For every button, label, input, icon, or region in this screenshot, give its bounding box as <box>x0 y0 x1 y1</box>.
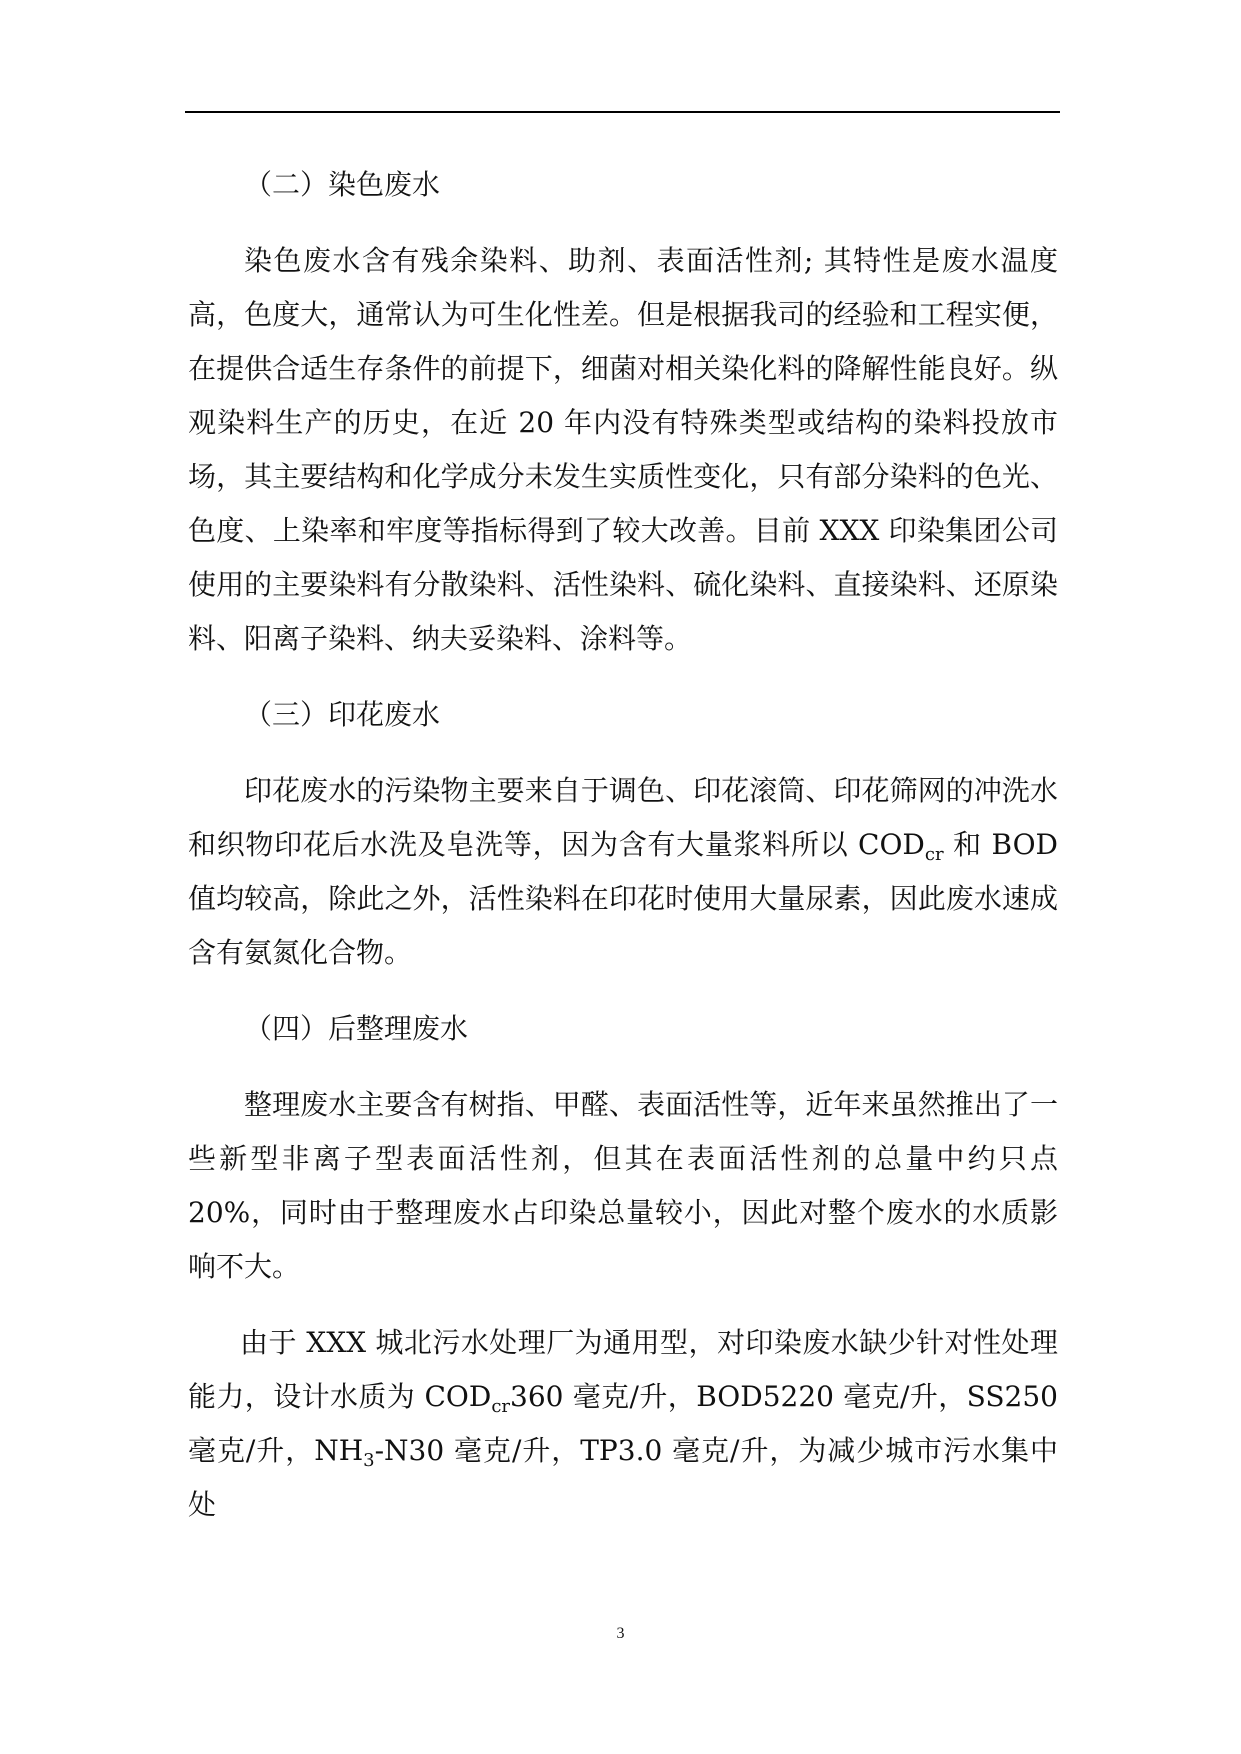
paragraph-finishing: 整理废水主要含有树指、甲醛、表面活性等，近年来虽然推出了一些新型非离子型表面活性剂，但其在表面活性剂的总量中约只点 20%，同时由于整理废水占印染总量较小，因此对整个废水的水质影响不大。 <box>188 1088 1058 1283</box>
subscript-3: 3 <box>363 1450 375 1471</box>
subscript-cr: cr <box>924 844 944 865</box>
paragraph-printing-text-b: 和 BOD 值均较高，除此之外，活性染料在印花时使用大量尿素，因此废水速成含有氨氮化合物。 <box>188 828 1058 969</box>
section-heading-finishing: （四）后整理废水 <box>244 1012 469 1045</box>
document-body <box>188 158 1058 1532</box>
section-heading-printing: （三）印花废水 <box>244 698 441 731</box>
page-number: 3 <box>616 1625 625 1642</box>
closing-text-2: 360 毫克/升，BOD5220 毫克/升，SS250 毫克/升，NH <box>188 1380 1058 1467</box>
paragraph-closing <box>188 1316 1058 1532</box>
paragraph-printing <box>188 764 1058 980</box>
closing-text-1: 由于 XXX 城北污水处理厂为通用型，对印染废水缺少针对性处理能力，设计水质为 COD <box>188 1326 1058 1413</box>
paragraph-printing-text-a: 印花废水的污染物主要来自于调色、印花滚筒、印花筛网的冲洗水和织物印花后水洗及皂洗等，因为含有大量浆料所以 COD <box>188 774 1058 861</box>
section-heading-dyeing: （二）染色废水 <box>244 168 441 201</box>
subscript-cr-2: cr <box>491 1396 511 1417</box>
closing-text-3: -N30 毫克/升，TP3.0 毫克/升，为减少城市污水集中处 <box>188 1434 1058 1521</box>
paragraph-dyeing: 染色废水含有残余染料、助剂、表面活性剂; 其特性是废水温度高，色度大，通常认为可生化性差。但是根据我司的经验和工程实便，在提供合适生存条件的前提下，细菌对相关染化料的降解性能良好。纵观染料生产的历史，在近 20 年内没有特殊类型或结构的染料投放市场，其主要结构和化学成分未发生实质性变化，只有部分染料的色光、色度、上染率和牢度等指标得到了较大改善。目前 XXX 印染集团公司使用的主要染料有分散染料、活性染料、硫化染料、直接染料、还原染料、阳离子染料、纳夫妥染料、涂料等。 <box>188 244 1058 655</box>
header-rule <box>185 111 1060 113</box>
